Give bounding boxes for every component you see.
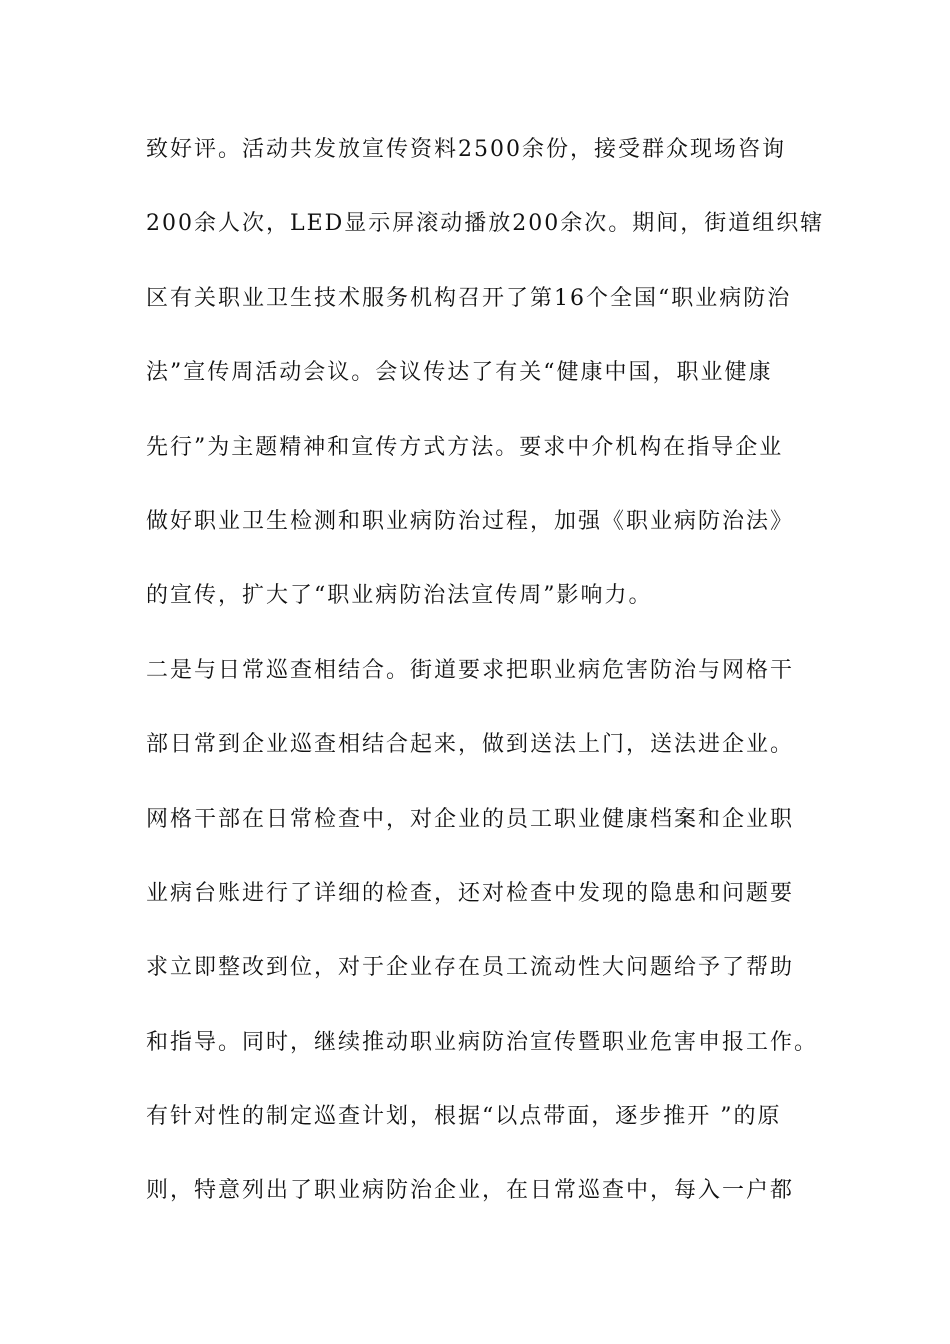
text-line: 致好评。活动共发放宣传资料2500余份，接受群众现场咨询	[146, 137, 786, 162]
text-line: 做好职业卫生检测和职业病防治过程，加强《职业病防治法》	[146, 508, 795, 534]
text-line: 有针对性的制定巡查计划，根据“以点带面，逐步推开 ”的原	[146, 1104, 782, 1130]
text-line: 部日常到企业巡查相结合起来，做到送法上门，送法进企业。	[146, 732, 795, 758]
text-line: 的宣传，扩大了“职业病防治法宣传周”影响力。	[146, 583, 653, 609]
text-line: 则，特意列出了职业病防治企业，在日常巡查中，每入一户都	[146, 1178, 795, 1204]
text-line: 求立即整改到位，对于企业存在员工流动性大问题给予了帮助	[146, 955, 795, 981]
text-line: 法”宣传周活动会议。会议传达了有关“健康中国，职业健康	[146, 360, 773, 386]
text-line: 区有关职业卫生技术服务机构召开了第16个全国“职业病防治	[146, 285, 792, 311]
body-text	[146, 130, 836, 1246]
text-line: 网格干部在日常检查中，对企业的员工职业健康档案和企业职	[146, 806, 795, 832]
text-line: 200余人次，LED显示屏滚动播放200余次。期间，街道组织辖	[146, 211, 825, 237]
text-line: 和指导。同时，继续推动职业病防治宣传暨职业危害申报工作。	[146, 1029, 819, 1055]
text-line: 业病台账进行了详细的检查，还对检查中发现的隐患和问题要	[146, 880, 795, 906]
text-line: 二是与日常巡查相结合。街道要求把职业病危害防治与网格干	[146, 657, 795, 683]
text-line: 先行”为主题精神和宣传方式方法。要求中介机构在指导企业	[146, 434, 784, 460]
